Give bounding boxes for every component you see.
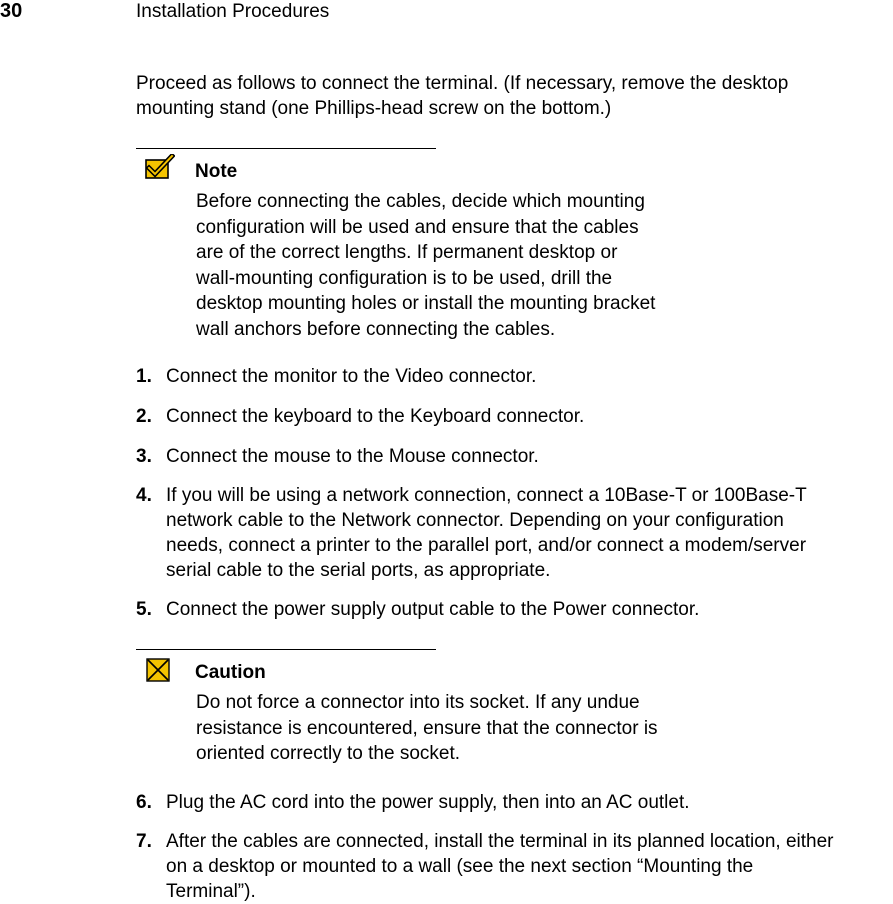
step-text [166, 444, 893, 469]
step-number: 5. [136, 599, 152, 620]
step-text [166, 364, 893, 389]
step-item [136, 597, 893, 622]
step-text [166, 483, 893, 583]
note-line: Before connecting the cables, decide which mounting [196, 191, 645, 212]
step-text [166, 597, 893, 622]
step-item [136, 790, 893, 815]
caution-line: Do not force a connector into its socket. If any undue [196, 692, 640, 713]
step-item [136, 829, 893, 904]
step-line: Connect the monitor to the Video connector. [166, 366, 537, 387]
step-item [136, 364, 893, 389]
note-line: wall-mounting configuration is to be used, drill the [196, 267, 613, 289]
caution-x-icon [146, 658, 170, 682]
checkmark-icon [145, 154, 175, 180]
page-number: 30 [0, 0, 23, 22]
step-item [136, 404, 893, 429]
step-line: needs, connect a printer to the parallel port, and/or connect a modem/server [166, 535, 807, 556]
step-text [166, 790, 893, 815]
step-line: serial cable to the serial ports, as appropriate. [166, 560, 551, 581]
caution-divider [136, 649, 436, 650]
step-line: Connect the power supply output cable to the Power connector. [166, 599, 700, 620]
note-line: desktop mounting holes or install the mounting bracket [196, 293, 656, 314]
step-text [166, 829, 893, 904]
step-number: 2. [136, 406, 152, 427]
step-line: network cable to the Network connector. Depending on your configuration [166, 510, 784, 531]
step-line: Terminal”). [166, 881, 256, 902]
intro-line: Proceed as follows to connect the terminal. (If necessary, remove the desktop [136, 73, 789, 94]
step-text [166, 404, 893, 429]
caution-line: resistance is encountered, ensure that the connector is [196, 717, 658, 739]
caution-body [196, 690, 658, 767]
intro-line: mounting stand (one Phillips-head screw on the bottom.) [136, 98, 612, 119]
note-line: are of the correct lengths. If permanent desktop or [196, 242, 618, 263]
step-number: 3. [136, 446, 152, 467]
step-number: 7. [136, 831, 152, 852]
step-item [136, 444, 893, 469]
running-header: Installation Procedures [136, 1, 330, 22]
step-number: 6. [136, 792, 152, 813]
caution-line: oriented correctly to the socket. [196, 743, 461, 764]
step-line: on a desktop or mounted to a wall (see the next section “Mounting the [166, 856, 754, 877]
step-line: After the cables are connected, install the terminal in its planned location, either [166, 831, 834, 852]
caution-title: Caution [195, 662, 266, 683]
note-body [196, 189, 655, 342]
step-line: Connect the mouse to the Mouse connector. [166, 446, 539, 467]
note-divider [136, 148, 436, 149]
step-line: Connect the keyboard to the Keyboard connector. [166, 406, 585, 427]
step-number: 1. [136, 366, 152, 387]
intro-paragraph [136, 71, 886, 121]
step-line: If you will be using a network connection, connect a 10Base-T or 100Base-T [166, 485, 807, 506]
step-line: Plug the AC cord into the power supply, then into an AC outlet. [166, 792, 690, 813]
step-item [136, 483, 893, 583]
note-line: wall anchors before connecting the cables. [196, 318, 556, 340]
note-title: Note [195, 161, 238, 182]
note-line: configuration will be used and ensure that the cables [196, 216, 639, 238]
step-number: 4. [136, 485, 152, 506]
